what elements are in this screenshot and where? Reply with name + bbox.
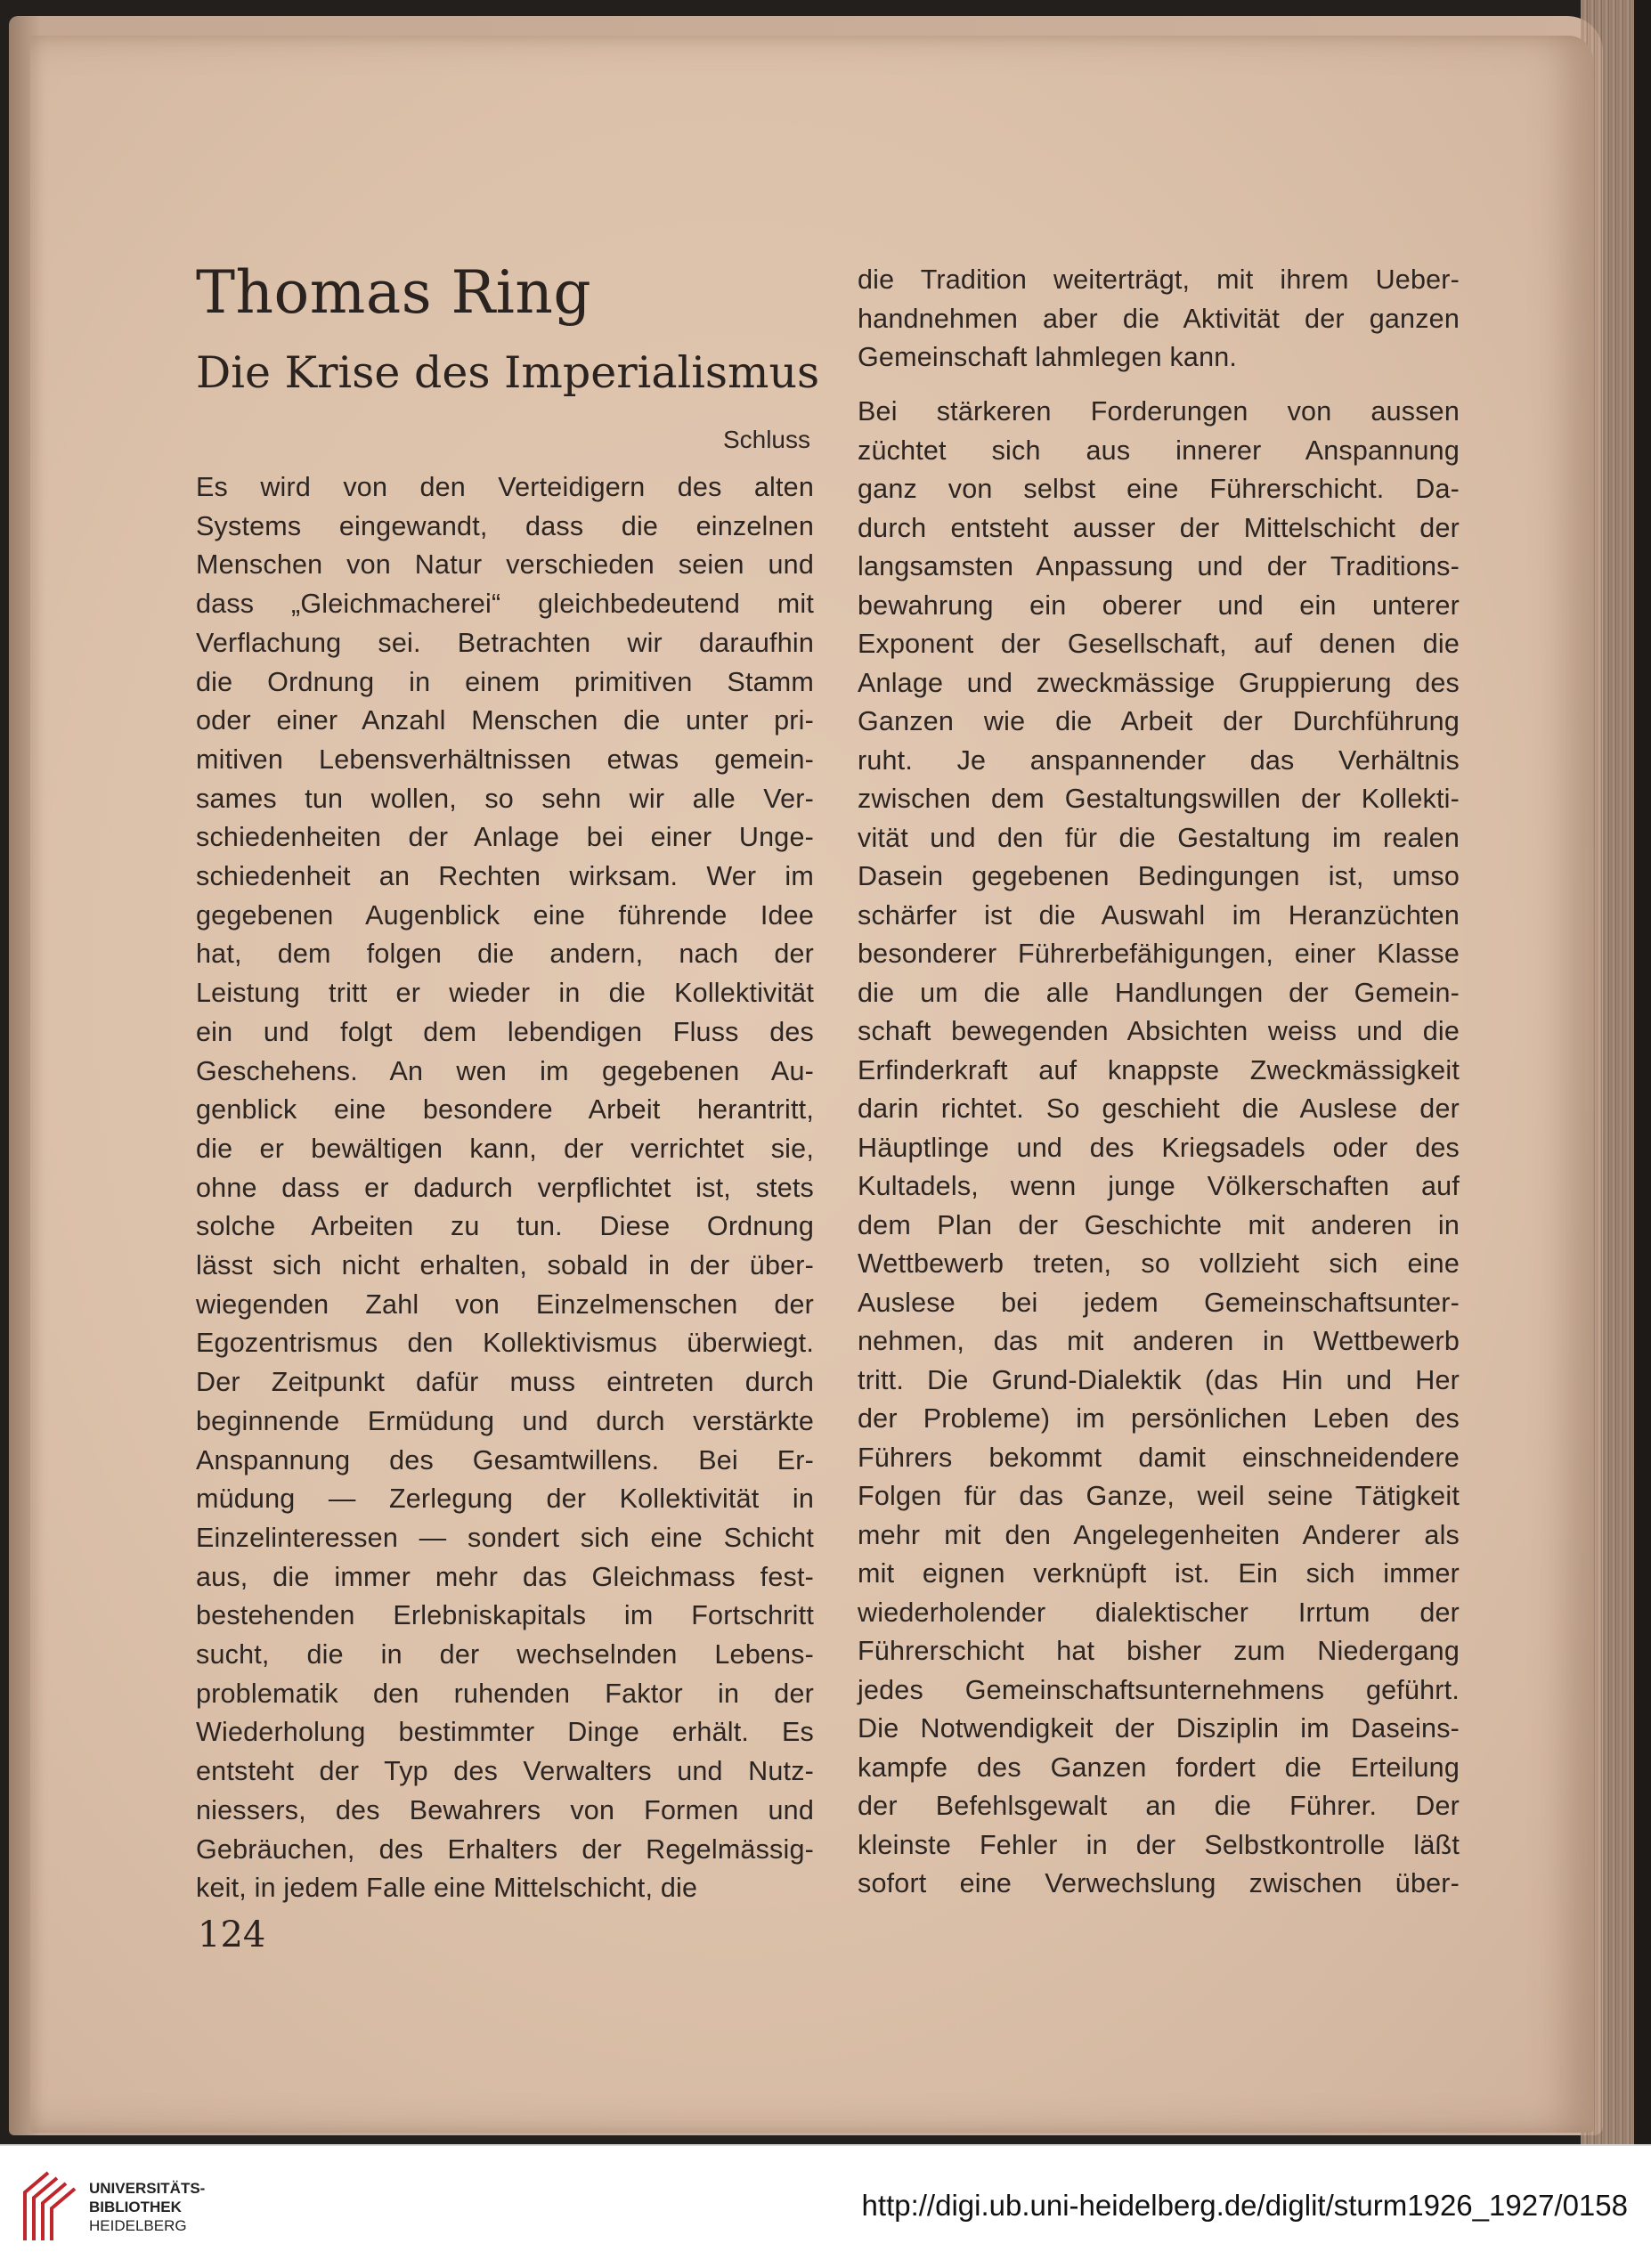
text-line: sames tun wollen, so sehn wir alle Ver- <box>196 783 814 814</box>
viewer-footer <box>0 2144 1651 2268</box>
text-line: der Probleme) im persönlichen Leben des <box>858 1403 1460 1434</box>
text-line: Bei stärkeren Forderungen von aussen <box>858 396 1460 427</box>
text-line: wiegenden Zahl von Einzelmenschen der <box>196 1288 814 1320</box>
text-line: zwischen dem Gestaltungswillen der Kollekti- <box>858 784 1460 814</box>
text-line: dem Plan der Geschichte mit anderen in <box>858 1209 1460 1240</box>
text-line: Erfinderkraft auf knappste Zweckmässigkeit <box>858 1054 1460 1085</box>
text-line: nehmen, das mit anderen in Wettbewerb <box>858 1326 1460 1356</box>
text-line: mitiven Lebensverhältnissen etwas gemein- <box>196 744 814 775</box>
text-line: ruht. Je anspannender das Verhältnis <box>858 744 1460 776</box>
text-line: Anlage und zweckmässige Gruppierung des <box>858 667 1460 698</box>
text-line: die um die alle Handlungen der Gemein- <box>858 977 1460 1008</box>
text-line: Egozentrismus den Kollektivismus überwiegt. <box>196 1328 814 1359</box>
text-line: Leistung tritt er wieder in die Kollektivität <box>196 978 814 1009</box>
text-line: durch entsteht ausser der Mittelschicht der <box>858 512 1460 543</box>
text-line: Verflachung sei. Betrachten wir daraufhin <box>196 627 814 658</box>
text-line: hat, dem folgen die andern, nach der <box>196 939 814 970</box>
binding-shadow <box>1634 0 1651 2144</box>
text-line: wiederholender dialektischer Irrtum der <box>858 1597 1460 1628</box>
text-line: schiedenheiten der Anlage bei einer Unge- <box>196 822 814 853</box>
text-line: aus, die immer mehr das Gleichmass fest- <box>196 1561 814 1592</box>
text-line: schaft bewegenden Absichten weiss und die <box>858 1016 1460 1046</box>
institution-name <box>89 2179 205 2235</box>
permalink-url[interactable]: http://digi.ub.uni-heidelberg.de/diglit/sturm1926_1927/0158 <box>861 2189 1628 2222</box>
part-label: Schluss <box>722 426 810 453</box>
text-line: sucht, die in der wechselnden Lebens- <box>196 1639 814 1670</box>
text-line: handnehmen aber die Aktivität der ganzen <box>858 303 1460 334</box>
text-line: mit eignen verknüpft ist. Ein sich immer <box>858 1558 1460 1589</box>
text-line: müdung — Zerlegung der Kollektivität in <box>196 1484 814 1515</box>
text-line: der Befehlsgewalt an die Führer. Der <box>858 1791 1460 1821</box>
text-line: besonderer Führerbefähigungen, einer Klasse <box>858 939 1460 969</box>
text-line: kampfe des Ganzen fordert die Erteilung <box>858 1752 1460 1783</box>
text-line: vität und den für die Gestaltung im realen <box>858 822 1460 853</box>
page-number: 124 <box>198 1914 266 1955</box>
text-line: Führers bekommt damit einschneidendere <box>858 1442 1460 1473</box>
text-line: jedes Gemeinschaftsunternehmens geführt. <box>858 1674 1460 1705</box>
institution-line-1: UNIVERSITÄTS- <box>89 2180 206 2197</box>
text-line: langsamsten Anpassung und der Traditions- <box>858 551 1460 581</box>
text-line: Dasein gegebenen Bedingungen ist, umso <box>858 861 1460 891</box>
institution-line-2: BIBLIOTHEK <box>89 2199 182 2215</box>
text-line: bestehenden Erlebniskapitals im Fortschritt <box>196 1600 814 1631</box>
text-line: oder einer Anzahl Menschen die unter pri- <box>196 705 814 736</box>
text-line: Einzelinteressen — sondert sich eine Schicht <box>196 1522 814 1553</box>
text-line: Menschen von Natur verschieden seien und <box>196 549 814 581</box>
text-line: kleinste Fehler in der Selbstkontrolle läßt <box>858 1829 1460 1860</box>
text-line: beginnende Ermüdung und durch verstärkte <box>196 1405 814 1436</box>
text-line: Gebräuchen, des Erhalters der Regelmässig- <box>196 1833 814 1865</box>
text-line: sofort eine Verwechslung zwischen über- <box>858 1868 1460 1898</box>
text-line: niessers, des Bewahrers von Formen und <box>196 1794 814 1825</box>
text-line: keit, in jedem Falle eine Mittelschicht, die <box>196 1873 698 1904</box>
text-line: Wettbewerb treten, so vollzieht sich eine <box>858 1248 1460 1279</box>
text-line: bewahrung ein oberer und ein unterer <box>858 589 1460 621</box>
text-line: mehr mit den Angelegenheiten Anderer als <box>858 1519 1460 1550</box>
text-line: schärfer ist die Auswahl im Heranzüchten <box>858 899 1460 931</box>
text-line: Kultadels, wenn junge Völkerschaften auf <box>858 1171 1460 1201</box>
text-line: Führerschicht hat bisher zum Niedergang <box>858 1636 1460 1666</box>
article-title: Die Krise des Imperialismus <box>196 347 820 398</box>
text-line: die Ordnung in einem primitiven Stamm <box>196 666 814 697</box>
text-line: Systems eingewandt, dass die einzelnen <box>196 510 814 541</box>
institution-line-3: HEIDELBERG <box>89 2217 187 2234</box>
library-logo-icon <box>21 2166 78 2244</box>
text-line: ganz von selbst eine Führerschicht. Da- <box>858 474 1460 504</box>
text-line: die er bewältigen kann, der verrichtet sie, <box>196 1133 814 1164</box>
text-line: solche Arbeiten zu tun. Diese Ordnung <box>196 1211 814 1242</box>
text-line: Anspannung des Gesamtwillens. Bei Er- <box>196 1444 814 1475</box>
text-line: darin richtet. So geschieht die Auslese der <box>858 1093 1460 1124</box>
text-line: tritt. Die Grund-Dialektik (das Hin und Her <box>858 1364 1460 1395</box>
text-line: lässt sich nicht erhalten, sobald in der über- <box>196 1250 814 1280</box>
text-line: die Tradition weiterträgt, mit ihrem Ueber- <box>858 264 1460 295</box>
text-line: Häuptlinge und des Kriegsadels oder des <box>858 1132 1460 1163</box>
text-line: Gemeinschaft lahmlegen kann. <box>858 342 1238 373</box>
text-line: Die Notwendigkeit der Disziplin im Daseins- <box>858 1713 1460 1744</box>
text-line: Wiederholung bestimmter Dinge erhält. Es <box>196 1717 814 1748</box>
text-line: dass „Gleichmacherei“ gleichbedeutend mit <box>196 589 814 620</box>
text-line: Auslese bei jedem Gemeinschaftsunter- <box>858 1287 1460 1318</box>
text-line: Folgen für das Ganze, weil seine Tätigkeit <box>858 1481 1460 1511</box>
text-line: gegebenen Augenblick eine führende Idee <box>196 899 814 931</box>
text-line: züchtet sich aus innerer Anspannung <box>858 435 1460 466</box>
text-line: ein und folgt dem lebendigen Fluss des <box>196 1016 814 1047</box>
text-line: Geschehens. An wen im gegebenen Au- <box>196 1055 814 1086</box>
text-line: entsteht der Typ des Verwalters und Nutz- <box>196 1756 814 1787</box>
text-line: ohne dass er dadurch verpflichtet ist, stets <box>196 1172 814 1203</box>
text-line: Exponent der Gesellschaft, auf denen die <box>858 629 1460 659</box>
text-line: problematik den ruhenden Faktor in der <box>196 1678 814 1709</box>
text-line: Der Zeitpunkt dafür muss eintreten durch <box>196 1367 814 1398</box>
text-line: schiedenheit an Rechten wirksam. Wer im <box>196 861 814 891</box>
text-line: Ganzen wie die Arbeit der Durchführung <box>858 706 1460 736</box>
text-line: genblick eine besondere Arbeit herantritt, <box>196 1094 814 1126</box>
text-line: Es wird von den Verteidigern des alten <box>196 472 814 502</box>
author-heading: Thomas Ring <box>196 258 592 327</box>
